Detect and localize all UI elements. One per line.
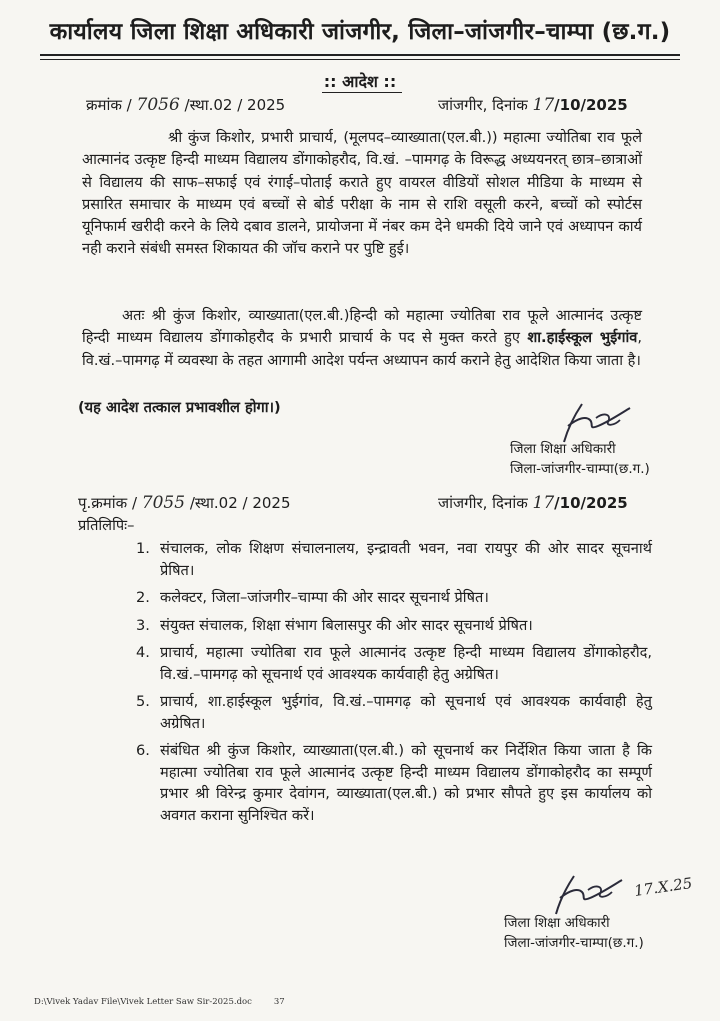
list-item: 3. संयुक्त संचालक, शिक्षा संभाग बिलासपुर की ओर सादर सूचनार्थ प्रेषित। — [136, 616, 533, 634]
signature-office: जिला-जांजगीर-चाम्पा(छ.ग.) — [504, 935, 644, 951]
endorsement-reference-suffix: /स्था.02 / 2025 — [189, 494, 291, 512]
file-path-footer — [34, 997, 285, 1007]
list-item: 4. प्राचार्य, महात्मा ज्योतिबा राव फूले आत्मानंद उत्कृष्ट हिन्दी माध्यम विद्यालय डोंगाकोहरौद, वि.खं.–पामगढ़ को सूचनार्थ एवं आवश्यक कार्यवाही हेतु अग्रेषित। — [136, 644, 652, 683]
signature-block-2 — [504, 913, 644, 953]
signature-mark-2 — [552, 868, 632, 918]
office-header-title: कार्यालय जिला शिक्षा अधिकारी जांजगीर, जिला–जांजगीर–चाम्पा (छ.ग.) — [49, 19, 671, 45]
order-heading-underline — [322, 92, 402, 93]
list-item: 1. संचालक, लोक शिक्षण संचालनालय, इन्द्रावती भवन, नवा रायपुर की ओर सादर सूचनार्थ प्रेषित। — [136, 540, 652, 579]
date-day: 17 — [532, 95, 555, 115]
order-paragraph-2 — [82, 305, 642, 372]
copy-to-label: प्रतिलिपिः– — [78, 517, 135, 534]
signature-block-1 — [510, 439, 650, 479]
endorsement-reference — [78, 493, 291, 513]
list-item: 5. प्राचार्य, शा.हाईस्कूल भुईगांव, वि.खं.–पामगढ़ को सूचनार्थ एवं आवश्यक कार्यवाही हेतु अग्रेषित। — [136, 693, 652, 732]
signature-designation: जिला शिक्षा अधिकारी — [504, 915, 610, 931]
endorsement-place-date — [438, 493, 628, 513]
effect-note: (यह आदेश तत्काल प्रभावशील होगा।) — [78, 399, 281, 416]
endorsement-reference-label: पृ.क्रमांक / — [78, 494, 138, 512]
list-item: 6. संबंधित श्री कुंज किशोर, व्याख्याता(एल.बी.) को सूचनार्थ कर निर्देशित किया जाता है कि महात्मा ज्योतिबा राव फूले आत्मानंद उत्कृष्ट हिन्दी माध्यम विद्यालय डोंगाकोहरौद का सम्पूर्ण प्रभार श्री विरेन्द्र कुमार देवांगन, व्याख्याता(एल.बी.) को प्रभार सौपते हुए इस कार्यालय को अवगत कराना सुनिश्चित करें। — [136, 742, 652, 824]
endorsement-date-day: 17 — [532, 493, 555, 513]
order-place-date — [438, 95, 628, 115]
page-number: 37 — [273, 997, 285, 1007]
copy-recipient-list — [136, 538, 652, 826]
file-path: D:\Vivek Yadav File\Vivek Letter Saw Sir-2025.doc — [34, 997, 252, 1007]
reference-suffix: /स्था.02 / 2025 — [184, 96, 286, 114]
handwritten-date: 17.X.25 — [633, 874, 694, 900]
header-rule-thin — [40, 59, 680, 60]
order-reference — [86, 95, 285, 115]
place-date-label: जांजगीर, दिनांक — [438, 96, 528, 114]
order-heading: :: आदेश :: — [323, 72, 397, 91]
order-paragraph-2-text-a: अतः श्री कुंज किशोर, व्याख्याता(एल.बी.)हिन्दी को महात्मा ज्योतिबा राव फूले आत्मानंद उत्कृष्ट हिन्दी माध्यम विद्यालय डोंगाकोहरौद के प्रभारी प्राचार्य के पद से मुक्त करते हुए — [82, 307, 642, 347]
endorsement-date-month-year: /10/2025 — [554, 494, 628, 512]
list-item: 2. कलेक्टर, जिला–जांजगीर–चाम्पा की ओर सादर सूचनार्थ प्रेषित। — [136, 589, 489, 606]
school-name-bold: शा.हाईस्कूल भुईगांव — [527, 329, 638, 347]
signature-designation: जिला शिक्षा अधिकारी — [510, 441, 616, 457]
order-paragraph-1 — [82, 127, 642, 261]
signature-office: जिला-जांजगीर-चाम्पा(छ.ग.) — [510, 461, 650, 477]
date-month-year: /10/2025 — [554, 96, 628, 114]
order-paragraph-1-text: श्री कुंज किशोर, प्रभारी प्राचार्य, (मूलपद–व्याख्याता(एल.बी.)) महात्मा ज्योतिबा राव फूले आत्मानंद उत्कृष्ट हिन्दी माध्यम विद्यालय डोंगाकोहरौद, वि.खं. –पामगढ़ के विरूद्ध अध्ययनरत् छात्र–छात्राओं से विद्यालय की साफ–सफाई एवं रंगाई–पोताई कराते हुए वायरल वीडियों सोशल मीडिया के माध्यम से प्रसारित समाचार के माध्यम एवं बच्चों से बोर्ड परीक्षा के नाम से राशि वसूली करने, बच्चों को स्पोर्टस यूनिफार्म खरीदी करने के लिये दबाव डालने, प्रायोजना में नंबर कम देने धमकी दिये जाने एवं अध्यापन कार्य नही कराने संबंधी समस्त शिकायत की जॉच कराने पर पुष्टि हुई। — [82, 129, 642, 258]
order-paragraph-2-text-b: , वि.खं.–पामगढ़ में व्यवस्था के तहत आगामी आदेश पर्यन्त अध्यापन कार्य कराने हेतु आदेशित किया जाता है। — [82, 329, 643, 369]
header-rule — [40, 54, 680, 56]
reference-number: 7056 — [136, 95, 180, 115]
reference-label: क्रमांक / — [86, 96, 132, 114]
endorsement-reference-number: 7055 — [141, 493, 186, 513]
endorsement-place-date-label: जांजगीर, दिनांक — [438, 494, 528, 512]
